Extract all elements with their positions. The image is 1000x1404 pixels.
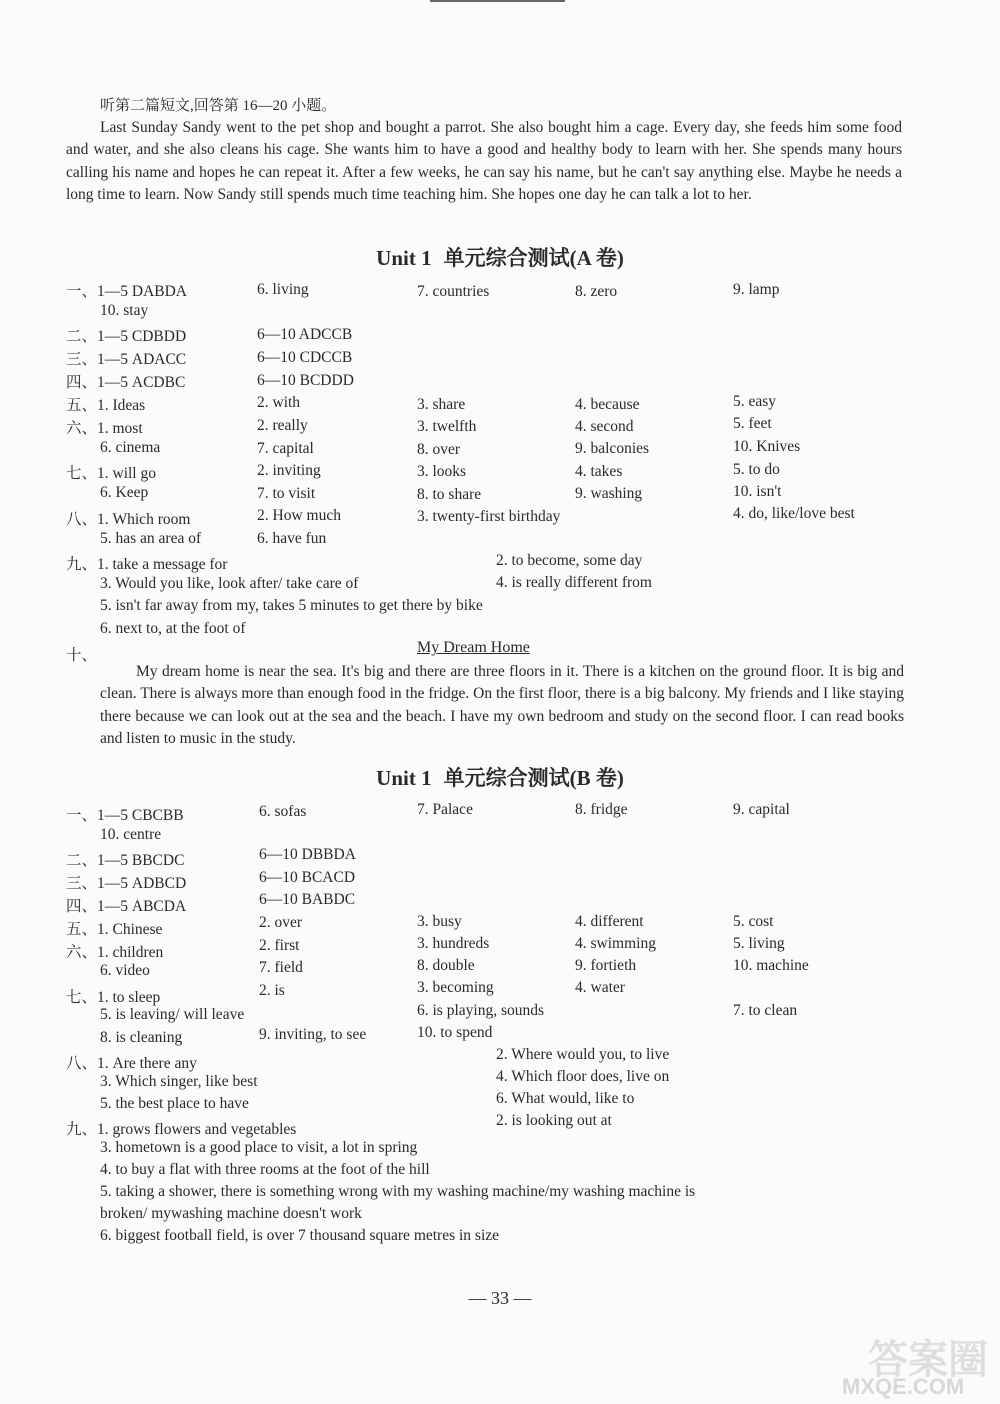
listening-passage: Last Sunday Sandy went to the pet shop and bought a parrot. She also bought him a cage. Every day, she feeds him some food and water, and she also cleans his cage. She wants him to have a good and healthy body to learn with her. She spends many hours calling his name and hopes he can repeat it. After a few weeks, he can say his name, but he can't say anything else. Maybe he needs a long time to learn. Now Sandy still spends much time teaching him. She hopes one day he can talk a lot to her.	[66, 119, 902, 203]
listening-heading: 听第二篇短文,回答第 16—20 小题。	[100, 98, 337, 114]
section-a-title: Unit 1 单元综合测试(A 卷)	[376, 246, 624, 270]
essay-title: My Dream Home	[417, 639, 530, 656]
essay-text: My dream home is near the sea. It's big and there are three floors in it. There is a kitchen on the ground floor. It is big and clean. There is always more than enough food in the fridge. On the first floor, there is a big balcony. My friends and I like staying there because we can look out at the sea and the beach. I have my own bedroom and study on the second floor. I can read books and listen to music in the study.	[100, 663, 904, 747]
page-number: — 33 —	[468, 1288, 532, 1308]
watermark-logo: 答案圈 MXQE.COM	[842, 1337, 988, 1399]
top-rule	[430, 0, 565, 2]
essay-label: 十、	[66, 647, 98, 664]
section-b-title: Unit 1 单元综合测试(B 卷)	[376, 766, 624, 790]
